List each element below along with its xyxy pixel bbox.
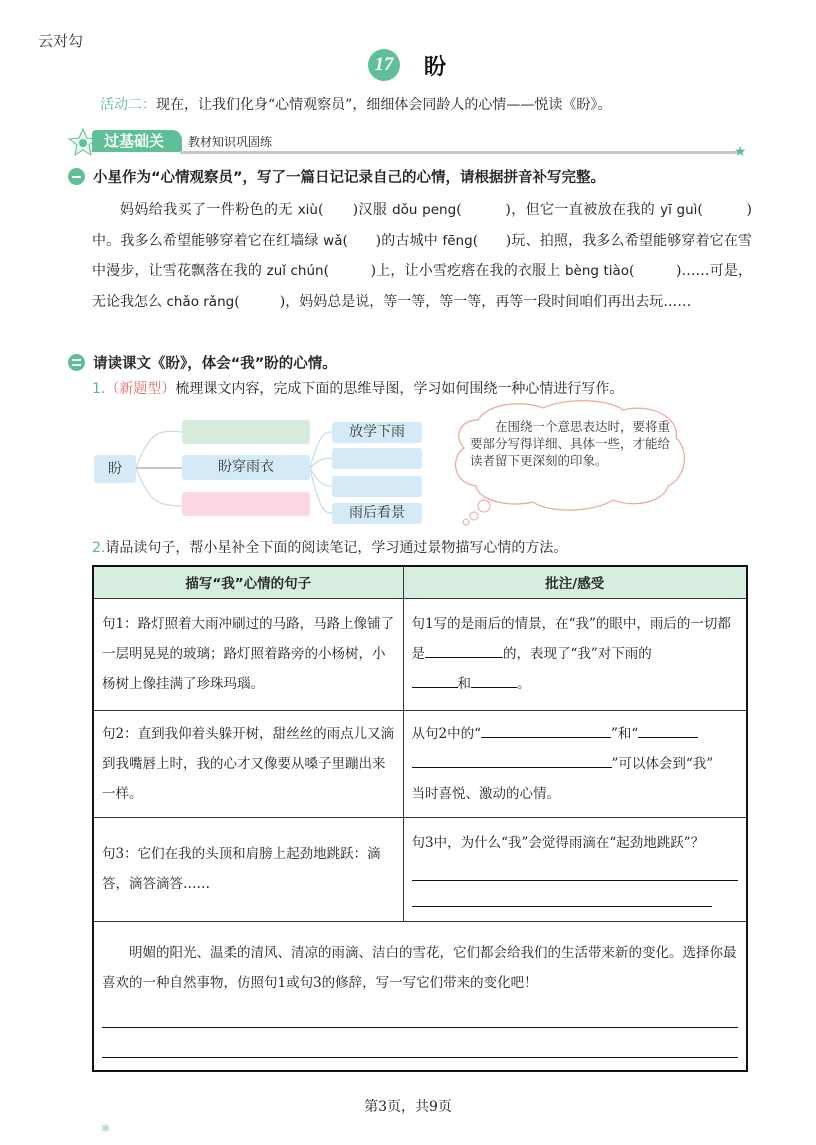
sentence-cell: 句3：它们在我的头顶和肩膀上起劲地跳跃：滴答，滴答滴答……	[93, 817, 403, 921]
subquestion-text: 请品读句子，帮小星补全下面的阅读笔记，学习通过景物描写心情的方法。	[105, 540, 568, 556]
lesson-title: 盼	[424, 55, 447, 80]
pinyin-prompt: bèng tiào	[564, 263, 630, 279]
activity-intro	[100, 94, 611, 114]
table-header-row	[93, 566, 747, 598]
answer-blank[interactable]	[412, 750, 612, 768]
passage-text: ( )，但它一直被放在我的	[456, 202, 661, 218]
star-icon: ★	[734, 144, 747, 160]
mindmap-leaf-blank[interactable]	[332, 476, 422, 497]
passage-text: ( )中。我多么希望能够穿着它在红墙绿	[92, 202, 752, 249]
answer-blank[interactable]	[425, 640, 503, 658]
table-row	[93, 598, 747, 710]
answer-blank[interactable]	[638, 720, 698, 738]
activity-tag: 活动二：	[100, 97, 156, 113]
section-subtitle: 教材知识巩固练	[188, 135, 273, 149]
note-cell	[403, 598, 747, 710]
pinyin-prompt: dǒu peng	[392, 202, 457, 218]
note-text: ”可以体会到“我”	[611, 755, 714, 772]
subquestion-1	[92, 378, 623, 398]
question-2-heading	[68, 352, 337, 373]
note-text: 当时喜悦、激动的心情。	[411, 785, 560, 802]
note-text: 句1写的是雨后的情景，在“我”的眼中，雨后的一切都是	[411, 616, 731, 662]
note-text: 从句2中的“	[411, 725, 481, 742]
table-row	[93, 817, 747, 921]
passage-text: ( )上，让小雪疙瘩在我的衣服上	[323, 263, 565, 279]
reading-notes-table	[92, 565, 748, 1072]
pinyin-prompt: wǎ	[323, 232, 343, 249]
pinyin-prompt: zuǐ chún	[266, 263, 324, 279]
page-indicator: 第3页，共9页	[364, 1099, 452, 1115]
sentence-cell: 句1：路灯照着大雨冲刷过的马路，马路上像铺了一层明晃晃的玻璃；路灯照着路旁的小杨树，小杨树上像挂满了珍珠玛瑙。	[93, 598, 403, 710]
subquestion-text: 梳理课文内容，完成下面的思维导图，学习如何围绕一种心情进行写作。	[175, 381, 624, 397]
mindmap-middle-node: 盼穿雨衣	[182, 455, 310, 480]
number-one-icon	[68, 168, 85, 185]
mindmap-blank-node-top[interactable]	[182, 420, 310, 444]
mindmap-blank-node-bottom[interactable]	[182, 492, 310, 516]
answer-line[interactable]	[412, 855, 739, 881]
answer-blank[interactable]	[471, 670, 517, 688]
passage-text: ( )，妈妈总是说，等一等，等一等，再等一段时间咱们再出去玩……	[234, 293, 692, 310]
pinyin-prompt: xiù	[297, 202, 318, 218]
sentence-cell: 句2：直到我仰着头躲开树，甜丝丝的雨点儿又滴到我嘴唇上时，我的心才又像要从嗓子里蹦出来一样。	[93, 710, 403, 817]
writing-task-cell	[93, 921, 747, 1071]
subquestion-number: 1.	[92, 381, 106, 397]
activity-text: 现在，让我们化身“心情观察员”，细细体会同龄人的心情——悦读《盼》。	[156, 97, 612, 113]
passage-text: ( )玩、拍照，我多么希望能够穿着它在雪中漫步，让雪花飘落在我的	[92, 232, 752, 279]
note-text: 。	[517, 676, 531, 692]
answer-line[interactable]	[412, 881, 712, 907]
question-1-prompt: 小星作为“心情观察员”，写了一篇日记记录自己的心情，请根据拼音补写完整。	[93, 170, 606, 186]
question-1-heading	[68, 166, 605, 187]
mindmap-leaf-node: 放学下雨	[332, 422, 422, 443]
writing-tip: 在围绕一个意思表达时，要将重要部分写得详细、具体一些，才能给读者留下更深刻的印象。	[470, 419, 671, 468]
column-header: 描写“我”心情的句子	[93, 566, 403, 598]
star-icon: ✱	[101, 1122, 111, 1135]
subquestion-number: 2.	[92, 540, 106, 556]
pinyin-prompt: yī guì	[660, 202, 698, 218]
passage-text: 妈妈给我买了一件粉色的无	[120, 202, 298, 218]
answer-line[interactable]	[102, 1028, 738, 1058]
note-cell	[403, 817, 747, 921]
mindmap-leaf-blank[interactable]	[332, 448, 422, 469]
answer-line[interactable]	[102, 998, 738, 1028]
note-cell	[403, 710, 747, 817]
passage-text: ( )的古城中	[342, 232, 443, 249]
pinyin-prompt: chǎo rǎng	[166, 293, 235, 310]
pinyin-prompt: fēng	[442, 232, 473, 249]
writing-task-prompt: 明媚的阳光、温柔的清风、清凉的雨滴、洁白的雪花，它们都会给我们的生活带来新的变化。选择你最喜欢的一种自然事物，仿照句1或句3的修辞，写一写它们带来的变化吧！	[102, 944, 737, 991]
note-text: 的，表现了“我”对下雨的	[503, 646, 652, 662]
lesson-number-badge: 17	[368, 49, 400, 81]
note-text: 和	[457, 676, 471, 692]
table-row	[93, 710, 747, 817]
answer-blank[interactable]	[412, 670, 458, 688]
question-2-prompt: 请读课文《盼》，体会“我”盼的心情。	[93, 356, 337, 372]
note-text: ”和“	[611, 725, 639, 742]
subquestion-2	[92, 537, 567, 557]
column-header: 批注/感受	[403, 566, 747, 598]
brand-logo-text: 云对勾	[38, 32, 84, 50]
section-header	[68, 128, 748, 160]
mindmap-root-node: 盼	[94, 455, 136, 483]
section-title: 过基础关	[92, 130, 182, 152]
note-text: 句3中，为什么“我”会觉得雨滴在“起劲地跳跃”？	[411, 835, 705, 851]
answer-blank[interactable]	[481, 720, 611, 738]
new-type-tag: （新题型）	[105, 381, 176, 397]
table-row-writing	[93, 921, 747, 1071]
number-two-icon	[68, 354, 85, 371]
passage-text: ( )汉服	[317, 202, 393, 218]
pinyin-passage	[92, 195, 752, 317]
section-divider	[180, 151, 740, 154]
mindmap-leaf-node: 雨后看景	[332, 503, 422, 524]
passage-text: ( )……可是，无论我怎么	[92, 263, 752, 310]
